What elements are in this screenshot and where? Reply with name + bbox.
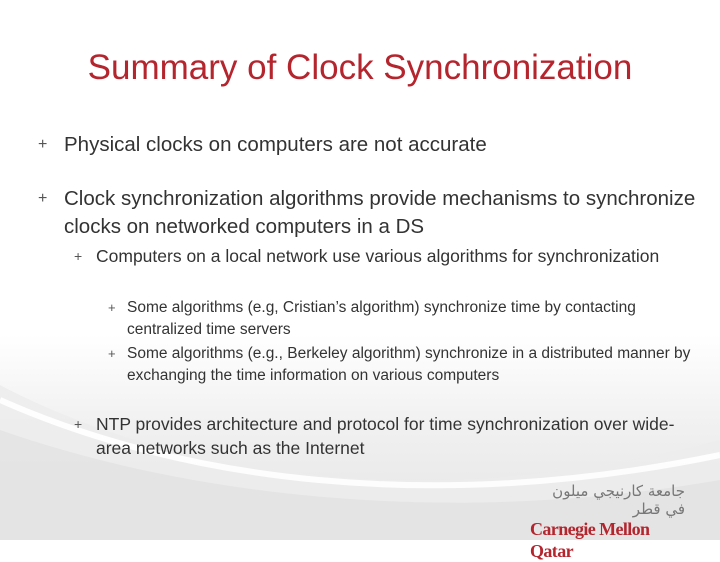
bullet-text: Some algorithms (e.g., Berkeley algorithm) synchronize in a distributed manner by exchanging the time information on various computers — [127, 345, 691, 384]
bullet-level3 — [108, 297, 708, 341]
bullet-text: Computers on a local network use various algorithms for synchronization — [96, 246, 660, 266]
bullet-text: NTP provides architecture and protocol for time synchronization over wide-area networks such as the Internet — [96, 414, 675, 458]
bullet-level2 — [74, 412, 704, 460]
bullet-level3 — [108, 343, 708, 387]
logo-english-text: Carnegie Mellon Qatar — [530, 519, 650, 561]
carnegie-mellon-qatar-logo — [530, 482, 690, 562]
bullet-level1 — [38, 185, 708, 241]
plus-bullet-icon: + — [74, 416, 83, 432]
slide-title: Summary of Clock Synchronization — [87, 48, 633, 87]
bullet-text: Clock synchronization algorithms provide mechanisms to synchronize clocks on networked computers in a DS — [64, 187, 696, 238]
plus-bullet-icon: + — [38, 190, 48, 207]
bullet-text: Physical clocks on computers are not accurate — [64, 133, 487, 156]
plus-bullet-icon: + — [108, 300, 116, 315]
logo-arabic-text: جامعة كارنيجي ميلون في قطر — [552, 482, 685, 518]
bullet-text: Some algorithms (e.g, Cristian’s algorithm) synchronize time by contacting centralized time servers — [127, 299, 636, 338]
bullet-level1 — [38, 131, 708, 159]
plus-bullet-icon: + — [38, 136, 48, 153]
plus-bullet-icon: + — [108, 346, 116, 361]
bullet-level2 — [74, 244, 704, 268]
plus-bullet-icon: + — [74, 248, 83, 264]
